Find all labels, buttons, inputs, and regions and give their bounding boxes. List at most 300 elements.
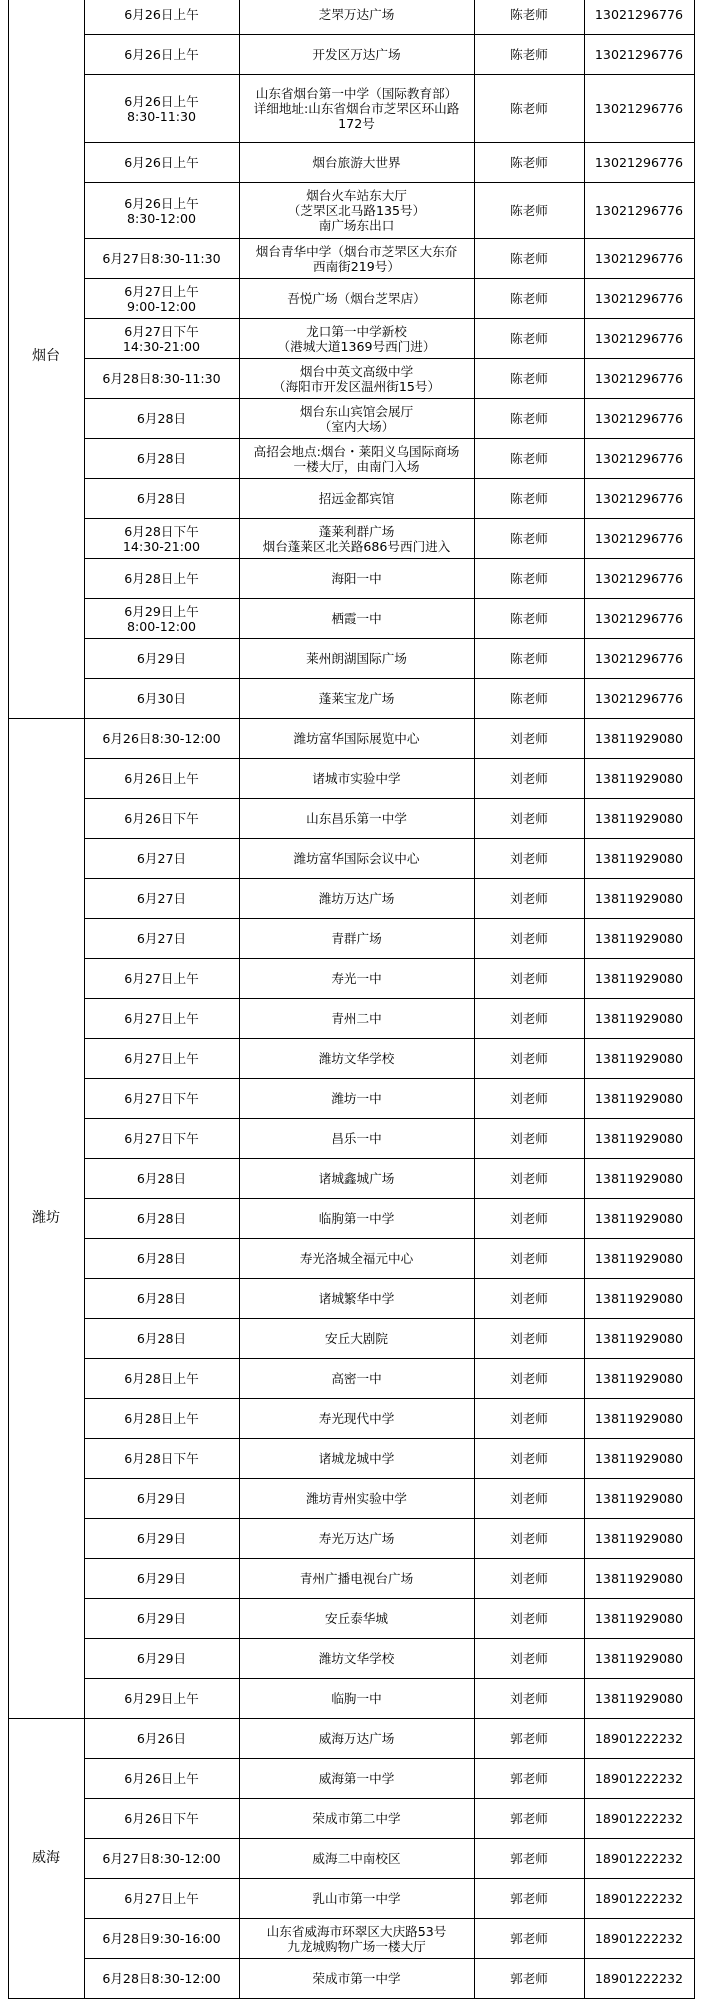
- date-cell: 6月27日上午: [84, 959, 239, 999]
- date-cell: 6月27日下午: [84, 1079, 239, 1119]
- spacer-cell: [0, 399, 8, 439]
- spacer-cell: [694, 1519, 702, 1559]
- location-cell: 威海二中南校区: [239, 1839, 474, 1879]
- spacer-cell: [0, 1279, 8, 1319]
- table-row: [0, 1879, 702, 1919]
- spacer-cell: [694, 479, 702, 519]
- phone-cell: 13021296776: [584, 143, 694, 183]
- contact-cell: 刘老师: [474, 839, 584, 879]
- date-cell: 6月26日上午 8:30-12:00: [84, 183, 239, 239]
- phone-cell: 13021296776: [584, 599, 694, 639]
- table-row: [0, 839, 702, 879]
- phone-cell: 13811929080: [584, 719, 694, 759]
- spacer-cell: [0, 1399, 8, 1439]
- date-cell: 6月30日: [84, 679, 239, 719]
- phone-cell: 13811929080: [584, 1119, 694, 1159]
- table-row: [0, 1079, 702, 1119]
- contact-cell: 刘老师: [474, 1359, 584, 1399]
- phone-cell: 13811929080: [584, 1399, 694, 1439]
- table-row: [0, 919, 702, 959]
- location-cell: 蓬莱宝龙广场: [239, 679, 474, 719]
- date-cell: 6月27日8:30-11:30: [84, 239, 239, 279]
- phone-cell: 13021296776: [584, 359, 694, 399]
- spacer-cell: [694, 1079, 702, 1119]
- spacer-cell: [694, 0, 702, 35]
- date-cell: 6月29日上午: [84, 1679, 239, 1719]
- spacer-cell: [694, 1879, 702, 1919]
- contact-cell: 郭老师: [474, 1919, 584, 1959]
- phone-cell: 13021296776: [584, 639, 694, 679]
- spacer-cell: [694, 1119, 702, 1159]
- location-cell: 开发区万达广场: [239, 35, 474, 75]
- contact-cell: 陈老师: [474, 183, 584, 239]
- table-row: [0, 1359, 702, 1399]
- phone-cell: 18901222232: [584, 1879, 694, 1919]
- table-row: [0, 1479, 702, 1519]
- spacer-cell: [694, 1919, 702, 1959]
- spacer-cell: [694, 799, 702, 839]
- table-row: [0, 183, 702, 239]
- contact-cell: 陈老师: [474, 639, 584, 679]
- spacer-cell: [694, 35, 702, 75]
- spacer-cell: [0, 319, 8, 359]
- contact-cell: 郭老师: [474, 1719, 584, 1759]
- date-cell: 6月28日上午: [84, 1359, 239, 1399]
- date-cell: 6月28日: [84, 1319, 239, 1359]
- spacer-cell: [694, 239, 702, 279]
- date-cell: 6月26日上午: [84, 1759, 239, 1799]
- location-cell: 潍坊文华学校: [239, 1039, 474, 1079]
- table-row: [0, 359, 702, 399]
- table-row: [0, 799, 702, 839]
- spacer-cell: [694, 1559, 702, 1599]
- spacer-cell: [694, 1799, 702, 1839]
- date-cell: 6月26日上午: [84, 0, 239, 35]
- date-cell: 6月26日上午 8:30-11:30: [84, 75, 239, 143]
- table-row: [0, 879, 702, 919]
- location-cell: 芝罘万达广场: [239, 0, 474, 35]
- location-cell: 烟台旅游大世界: [239, 143, 474, 183]
- location-cell: 青州二中: [239, 999, 474, 1039]
- contact-cell: 郭老师: [474, 1839, 584, 1879]
- phone-cell: 13811929080: [584, 1359, 694, 1399]
- spacer-cell: [0, 439, 8, 479]
- spacer-cell: [694, 1759, 702, 1799]
- location-cell: 威海第一中学: [239, 1759, 474, 1799]
- phone-cell: 13021296776: [584, 319, 694, 359]
- location-cell: 威海万达广场: [239, 1719, 474, 1759]
- contact-cell: 陈老师: [474, 479, 584, 519]
- phone-cell: 18901222232: [584, 1719, 694, 1759]
- location-cell: 临朐第一中学: [239, 1199, 474, 1239]
- date-cell: 6月27日: [84, 879, 239, 919]
- contact-cell: 刘老师: [474, 1599, 584, 1639]
- location-cell: 山东昌乐第一中学: [239, 799, 474, 839]
- contact-cell: 陈老师: [474, 559, 584, 599]
- spacer-cell: [694, 1039, 702, 1079]
- date-cell: 6月26日下午: [84, 799, 239, 839]
- date-cell: 6月28日: [84, 1239, 239, 1279]
- location-cell: 潍坊一中: [239, 1079, 474, 1119]
- table-row: [0, 1759, 702, 1799]
- table-row: [0, 0, 702, 35]
- location-cell: 吾悦广场（烟台芝罘店）: [239, 279, 474, 319]
- table-row: [0, 719, 702, 759]
- table-row: [0, 959, 702, 999]
- spacer-cell: [694, 1719, 702, 1759]
- contact-cell: 郭老师: [474, 1879, 584, 1919]
- table-row: [0, 35, 702, 75]
- contact-cell: 陈老师: [474, 439, 584, 479]
- spacer-cell: [0, 1039, 8, 1079]
- spacer-cell: [0, 1359, 8, 1399]
- contact-cell: 陈老师: [474, 143, 584, 183]
- date-cell: 6月29日: [84, 1559, 239, 1599]
- date-cell: 6月26日上午: [84, 143, 239, 183]
- location-cell: 荣成市第一中学: [239, 1959, 474, 1999]
- contact-cell: 郭老师: [474, 1799, 584, 1839]
- spacer-cell: [0, 1879, 8, 1919]
- spacer-cell: [0, 1799, 8, 1839]
- location-cell: 乳山市第一中学: [239, 1879, 474, 1919]
- table-row: [0, 479, 702, 519]
- contact-cell: 刘老师: [474, 1199, 584, 1239]
- contact-cell: 刘老师: [474, 999, 584, 1039]
- spacer-cell: [0, 143, 8, 183]
- table-row: [0, 599, 702, 639]
- location-cell: 潍坊富华国际会议中心: [239, 839, 474, 879]
- contact-cell: 刘老师: [474, 1639, 584, 1679]
- table-row: [0, 1119, 702, 1159]
- table-row: [0, 1719, 702, 1759]
- spacer-cell: [0, 35, 8, 75]
- spacer-cell: [0, 279, 8, 319]
- spacer-cell: [694, 599, 702, 639]
- location-cell: 昌乐一中: [239, 1119, 474, 1159]
- spacer-cell: [0, 959, 8, 999]
- table-row: [0, 1679, 702, 1719]
- spacer-cell: [694, 1639, 702, 1679]
- table-row: [0, 999, 702, 1039]
- table-row: [0, 1519, 702, 1559]
- location-cell: 诸城市实验中学: [239, 759, 474, 799]
- phone-cell: 13811929080: [584, 879, 694, 919]
- table-row: [0, 399, 702, 439]
- table-row: [0, 1959, 702, 1999]
- location-cell: 寿光洛城全福元中心: [239, 1239, 474, 1279]
- spacer-cell: [0, 919, 8, 959]
- phone-cell: 13811929080: [584, 1559, 694, 1599]
- location-cell: 潍坊万达广场: [239, 879, 474, 919]
- contact-cell: 刘老师: [474, 1479, 584, 1519]
- city-cell: 威海: [8, 1719, 84, 1999]
- phone-cell: 13021296776: [584, 519, 694, 559]
- date-cell: 6月29日: [84, 1519, 239, 1559]
- table-row: [0, 559, 702, 599]
- spacer-cell: [0, 559, 8, 599]
- location-cell: 烟台青华中学（烟台市芝罘区大东夼 西南街219号）: [239, 239, 474, 279]
- contact-cell: 刘老师: [474, 1439, 584, 1479]
- location-cell: 诸城龙城中学: [239, 1439, 474, 1479]
- spacer-cell: [0, 1159, 8, 1199]
- date-cell: 6月28日: [84, 1159, 239, 1199]
- location-cell: 莱州朗湖国际广场: [239, 639, 474, 679]
- contact-cell: 陈老师: [474, 679, 584, 719]
- spacer-cell: [694, 143, 702, 183]
- spacer-cell: [0, 839, 8, 879]
- spacer-cell: [0, 239, 8, 279]
- table-row: [0, 279, 702, 319]
- contact-cell: 刘老师: [474, 719, 584, 759]
- date-cell: 6月27日: [84, 839, 239, 879]
- spacer-cell: [0, 1839, 8, 1879]
- spacer-cell: [0, 1519, 8, 1559]
- spacer-cell: [0, 719, 8, 759]
- location-cell: 海阳一中: [239, 559, 474, 599]
- spacer-cell: [694, 1439, 702, 1479]
- spacer-cell: [694, 719, 702, 759]
- location-cell: 青群广场: [239, 919, 474, 959]
- spacer-cell: [694, 999, 702, 1039]
- spacer-cell: [0, 799, 8, 839]
- table-row: [0, 1399, 702, 1439]
- contact-cell: 刘老师: [474, 1079, 584, 1119]
- contact-cell: 刘老师: [474, 759, 584, 799]
- location-cell: 潍坊青州实验中学: [239, 1479, 474, 1519]
- date-cell: 6月28日下午 14:30-21:00: [84, 519, 239, 559]
- table-row: [0, 143, 702, 183]
- phone-cell: 18901222232: [584, 1959, 694, 1999]
- phone-cell: 13021296776: [584, 239, 694, 279]
- spacer-cell: [694, 839, 702, 879]
- location-cell: 高招会地点:烟台・莱阳义乌国际商场 一楼大厅，由南门入场: [239, 439, 474, 479]
- spacer-cell: [0, 0, 8, 35]
- location-cell: 临朐一中: [239, 1679, 474, 1719]
- table-row: [0, 1159, 702, 1199]
- phone-cell: 13811929080: [584, 1439, 694, 1479]
- city-cell: 烟台: [8, 0, 84, 719]
- spacer-cell: [694, 1319, 702, 1359]
- table-row: [0, 319, 702, 359]
- table-row: [0, 439, 702, 479]
- location-cell: 潍坊富华国际展览中心: [239, 719, 474, 759]
- date-cell: 6月29日: [84, 1599, 239, 1639]
- contact-cell: 刘老师: [474, 1559, 584, 1599]
- location-cell: 烟台中英文高级中学 （海阳市开发区温州街15号）: [239, 359, 474, 399]
- spacer-cell: [0, 1439, 8, 1479]
- contact-cell: 刘老师: [474, 1399, 584, 1439]
- spacer-cell: [0, 519, 8, 559]
- date-cell: 6月26日上午: [84, 35, 239, 75]
- contact-cell: 陈老师: [474, 239, 584, 279]
- spacer-cell: [694, 439, 702, 479]
- spacer-cell: [0, 1759, 8, 1799]
- spacer-cell: [0, 1919, 8, 1959]
- phone-cell: 13021296776: [584, 399, 694, 439]
- spacer-cell: [0, 1319, 8, 1359]
- date-cell: 6月27日下午: [84, 1119, 239, 1159]
- spacer-cell: [694, 1599, 702, 1639]
- location-cell: 蓬莱利群广场 烟台蓬莱区北关路686号西门进入: [239, 519, 474, 559]
- contact-cell: 刘老师: [474, 1239, 584, 1279]
- spacer-cell: [694, 183, 702, 239]
- contact-cell: 刘老师: [474, 1279, 584, 1319]
- table-row: [0, 759, 702, 799]
- spacer-cell: [0, 75, 8, 143]
- spacer-cell: [0, 1959, 8, 1999]
- date-cell: 6月29日: [84, 1639, 239, 1679]
- spacer-cell: [694, 519, 702, 559]
- date-cell: 6月28日: [84, 479, 239, 519]
- phone-cell: 13021296776: [584, 679, 694, 719]
- location-cell: 荣成市第二中学: [239, 1799, 474, 1839]
- spacer-cell: [0, 1079, 8, 1119]
- date-cell: 6月27日8:30-12:00: [84, 1839, 239, 1879]
- spacer-cell: [0, 1559, 8, 1599]
- spacer-cell: [694, 399, 702, 439]
- spacer-cell: [0, 1119, 8, 1159]
- date-cell: 6月27日下午 14:30-21:00: [84, 319, 239, 359]
- phone-cell: 18901222232: [584, 1919, 694, 1959]
- table-row: [0, 1799, 702, 1839]
- table-row: [0, 75, 702, 143]
- contact-cell: 陈老师: [474, 279, 584, 319]
- date-cell: 6月26日: [84, 1719, 239, 1759]
- location-cell: 烟台东山宾馆会展厅 （室内大场）: [239, 399, 474, 439]
- spacer-cell: [0, 1719, 8, 1759]
- phone-cell: 13811929080: [584, 1519, 694, 1559]
- location-cell: 寿光现代中学: [239, 1399, 474, 1439]
- spacer-cell: [0, 879, 8, 919]
- date-cell: 6月28日: [84, 1279, 239, 1319]
- spacer-cell: [0, 759, 8, 799]
- location-cell: 烟台火车站东大厅 （芝罘区北马路135号） 南广场东出口: [239, 183, 474, 239]
- city-cell: 潍坊: [8, 719, 84, 1719]
- spacer-cell: [0, 599, 8, 639]
- spacer-cell: [694, 1159, 702, 1199]
- location-cell: 招远金都宾馆: [239, 479, 474, 519]
- contact-cell: 刘老师: [474, 1039, 584, 1079]
- date-cell: 6月28日下午: [84, 1439, 239, 1479]
- table-row: [0, 1559, 702, 1599]
- contact-cell: 刘老师: [474, 1519, 584, 1559]
- spacer-cell: [694, 359, 702, 399]
- location-cell: 潍坊文华学校: [239, 1639, 474, 1679]
- phone-cell: 13021296776: [584, 559, 694, 599]
- spacer-cell: [0, 1479, 8, 1519]
- phone-cell: 13811929080: [584, 1679, 694, 1719]
- phone-cell: 13811929080: [584, 1279, 694, 1319]
- location-cell: 寿光一中: [239, 959, 474, 999]
- table-row: [0, 679, 702, 719]
- contact-cell: 刘老师: [474, 1119, 584, 1159]
- contact-cell: 郭老师: [474, 1759, 584, 1799]
- date-cell: 6月28日: [84, 439, 239, 479]
- location-cell: 山东省威海市环翠区大庆路53号 九龙城购物广场一楼大厅: [239, 1919, 474, 1959]
- date-cell: 6月26日8:30-12:00: [84, 719, 239, 759]
- contact-cell: 陈老师: [474, 35, 584, 75]
- phone-cell: 13811929080: [584, 1319, 694, 1359]
- spacer-cell: [0, 479, 8, 519]
- phone-cell: 13021296776: [584, 439, 694, 479]
- date-cell: 6月28日9:30-16:00: [84, 1919, 239, 1959]
- phone-cell: 13021296776: [584, 183, 694, 239]
- contact-cell: 刘老师: [474, 1159, 584, 1199]
- contact-cell: 刘老师: [474, 919, 584, 959]
- contact-cell: 郭老师: [474, 1959, 584, 1999]
- location-cell: 安丘泰华城: [239, 1599, 474, 1639]
- contact-cell: 陈老师: [474, 75, 584, 143]
- phone-cell: 13811929080: [584, 1599, 694, 1639]
- spacer-cell: [694, 679, 702, 719]
- location-cell: 诸城繁华中学: [239, 1279, 474, 1319]
- contact-cell: 陈老师: [474, 399, 584, 439]
- location-cell: 栖霞一中: [239, 599, 474, 639]
- spacer-cell: [694, 279, 702, 319]
- date-cell: 6月27日上午: [84, 1879, 239, 1919]
- spacer-cell: [694, 639, 702, 679]
- location-cell: 诸城鑫城广场: [239, 1159, 474, 1199]
- phone-cell: 13811929080: [584, 959, 694, 999]
- spacer-cell: [0, 639, 8, 679]
- spacer-cell: [694, 1279, 702, 1319]
- spacer-cell: [694, 1239, 702, 1279]
- spacer-cell: [694, 919, 702, 959]
- table-row: [0, 639, 702, 679]
- spacer-cell: [0, 1679, 8, 1719]
- table-row: [0, 1039, 702, 1079]
- phone-cell: 13811929080: [584, 1239, 694, 1279]
- table-row: [0, 1279, 702, 1319]
- spacer-cell: [0, 1239, 8, 1279]
- table-row: [0, 239, 702, 279]
- spacer-cell: [0, 679, 8, 719]
- phone-cell: 18901222232: [584, 1839, 694, 1879]
- spacer-cell: [694, 879, 702, 919]
- location-cell: 山东省烟台第一中学（国际教育部） 详细地址:山东省烟台市芝罘区环山路 172号: [239, 75, 474, 143]
- spacer-cell: [694, 559, 702, 599]
- contact-cell: 刘老师: [474, 799, 584, 839]
- location-cell: 寿光万达广场: [239, 1519, 474, 1559]
- date-cell: 6月28日8:30-11:30: [84, 359, 239, 399]
- table-row: [0, 1439, 702, 1479]
- table-row: [0, 1319, 702, 1359]
- table-row: [0, 1599, 702, 1639]
- spacer-cell: [0, 1599, 8, 1639]
- phone-cell: 18901222232: [584, 1799, 694, 1839]
- contact-cell: 陈老师: [474, 0, 584, 35]
- date-cell: 6月26日下午: [84, 1799, 239, 1839]
- date-cell: 6月27日上午 9:00-12:00: [84, 279, 239, 319]
- spacer-cell: [694, 759, 702, 799]
- phone-cell: 13811929080: [584, 839, 694, 879]
- contact-cell: 刘老师: [474, 879, 584, 919]
- contact-cell: 陈老师: [474, 599, 584, 639]
- spacer-cell: [0, 1199, 8, 1239]
- date-cell: 6月28日上午: [84, 559, 239, 599]
- spacer-cell: [0, 359, 8, 399]
- phone-cell: 13811929080: [584, 1159, 694, 1199]
- location-cell: 龙口第一中学新校 （港城大道1369号西门进）: [239, 319, 474, 359]
- spacer-cell: [694, 1959, 702, 1999]
- contact-cell: 陈老师: [474, 319, 584, 359]
- table-row: [0, 1199, 702, 1239]
- phone-cell: 13811929080: [584, 1039, 694, 1079]
- phone-cell: 13811929080: [584, 999, 694, 1039]
- date-cell: 6月29日上午 8:00-12:00: [84, 599, 239, 639]
- spacer-cell: [694, 1359, 702, 1399]
- table-row: [0, 1919, 702, 1959]
